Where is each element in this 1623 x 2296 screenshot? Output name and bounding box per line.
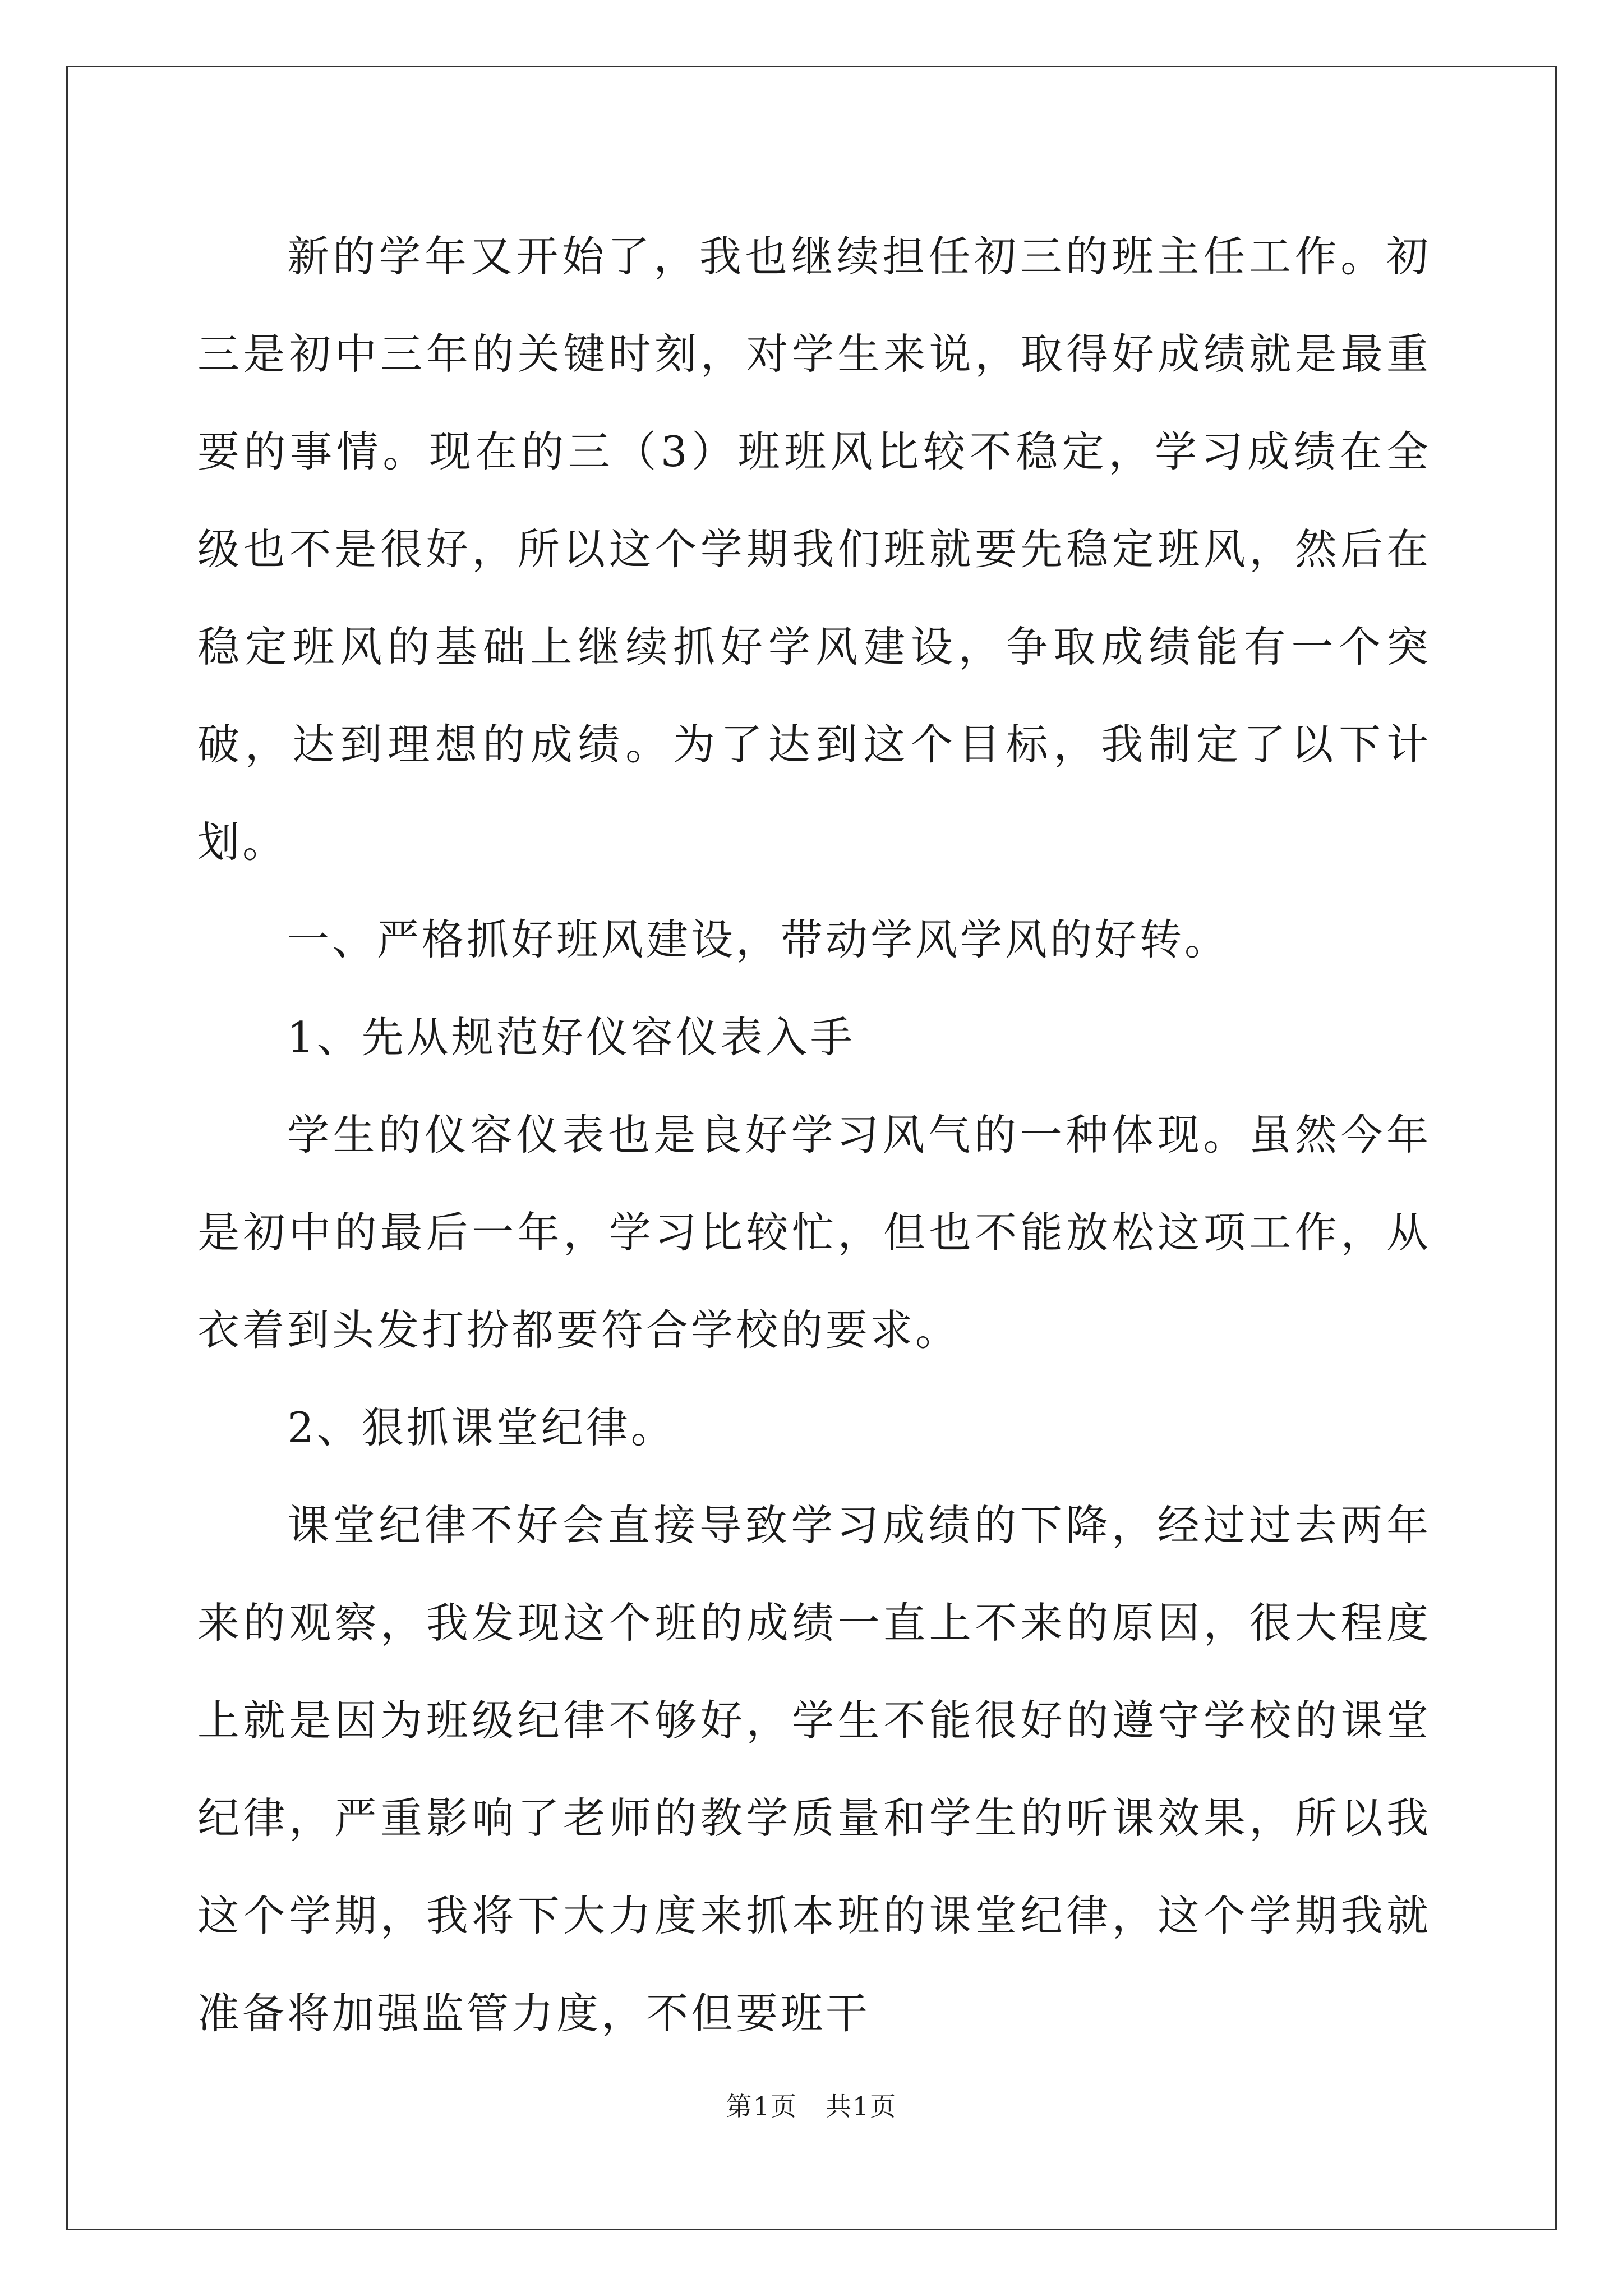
paragraph-appearance: 学生的仪容仪表也是良好学习风气的一种体现。虽然今年是初中的最后一年，学习比较忙，但也不能放松这项工作，从衣着到头发打扮都要符合学校的要求。 <box>197 1110 1431 1355</box>
subheading-2: 2、狠抓课堂纪律。 <box>287 1403 676 1452</box>
subheading-1: 1、先从规范好仪容仪表入手 <box>287 1013 855 1062</box>
paragraph-intro: 新的学年又开始了，我也继续担任初三的班主任工作。初三是初中三年的关键时刻，对学生来说，取得好成绩就是最重要的事情。现在的三（3）班班风比较不稳定，学习成绩在全级也不是很好，所以这个学期我们班就要先稳定班风，然后在稳定班风的基础上继续抓好学风建设，争取成绩能有一个突破，达到理想的成绩。为了达到这个目标，我制定了以下计划。 <box>197 232 1431 867</box>
document-body <box>197 208 1431 2062</box>
heading-section-1: 一、严格抓好班风建设，带动学风学风的好转。 <box>287 915 1230 964</box>
page-number-total: 共1页 <box>826 2091 897 2122</box>
page-footer <box>0 2090 1623 2123</box>
page-number-current: 第1页 <box>726 2091 797 2122</box>
paragraph-discipline: 课堂纪律不好会直接导致学习成绩的下降，经过过去两年来的观察，我发现这个班的成绩一直上不来的原因，很大程度上就是因为班级纪律不够好，学生不能很好的遵守学校的课堂纪律，严重影响了老师的教学质量和学生的听课效果，所以我这个学期，我将下大力度来抓本班的课堂纪律，这个学期我就准备将加强监管力度，不但要班干 <box>197 1501 1431 2038</box>
